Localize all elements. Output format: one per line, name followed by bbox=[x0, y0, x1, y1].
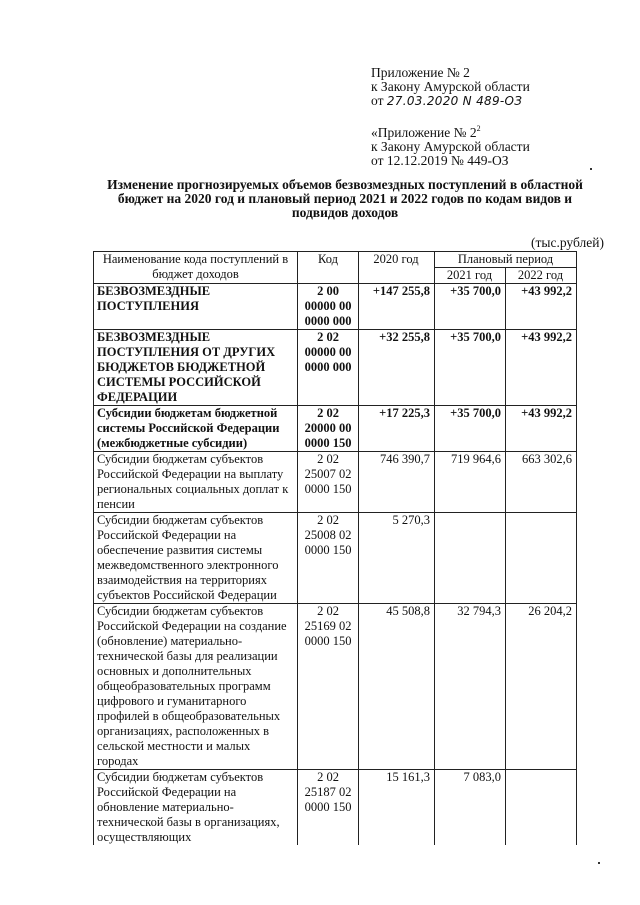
document-title: Изменение прогнозируемых объемов безвозмездных поступлений в областной бюджет на 2020 год и плановый период 2021 и 2022 годов по кодам видов и подвидов доходов bbox=[107, 177, 583, 220]
row-2021: 7 083,0 bbox=[435, 770, 506, 846]
row-2020: 5 270,3 bbox=[359, 513, 435, 604]
row-2022: +43 992,2 bbox=[506, 406, 577, 452]
table-row bbox=[94, 284, 577, 330]
row-name: Субсидии бюджетам субъектов Российской Федерации на обеспечение развития системы межведомственного электронного взаимодействия на территориях субъектов Российской Федерации bbox=[94, 513, 298, 604]
row-name: Субсидии бюджетам субъектов Российской Федерации на создание (обновление) материально-технической базы для реализации основных и дополнительных общеобразовательных программ цифрового и гуманитарного профилей в общеобразовательных организациях, расположенных в сельской местности и малых городах bbox=[94, 604, 298, 770]
header-2020: 2020 год bbox=[359, 252, 435, 284]
law-date-line bbox=[371, 94, 530, 108]
row-2022 bbox=[506, 513, 577, 604]
row-2020: 15 161,3 bbox=[359, 770, 435, 846]
row-2021: +35 700,0 bbox=[435, 284, 506, 330]
units-label: (тыс.рублей) bbox=[531, 235, 604, 250]
row-code: 2 02 20000 00 0000 150 bbox=[298, 406, 359, 452]
table-row bbox=[94, 513, 577, 604]
row-code: 2 02 25008 02 0000 150 bbox=[298, 513, 359, 604]
row-2022: +43 992,2 bbox=[506, 330, 577, 406]
row-2021 bbox=[435, 513, 506, 604]
row-2020: +17 225,3 bbox=[359, 406, 435, 452]
original-appendix-header bbox=[371, 122, 530, 168]
row-name: Субсидии бюджетам субъектов Российской Федерации на выплату региональных социальных доплат к пенсии bbox=[94, 452, 298, 513]
header-2021: 2021 год bbox=[435, 268, 506, 284]
row-code: 2 02 25169 02 0000 150 bbox=[298, 604, 359, 770]
law-date-prefix: от bbox=[371, 93, 387, 108]
scan-speck bbox=[598, 862, 600, 864]
row-name: Субсидии бюджетам субъектов Российской Федерации на обновление материально-технической базы в организациях, осуществляющих bbox=[94, 770, 298, 846]
header-2022: 2022 год bbox=[506, 268, 577, 284]
row-code: 2 00 00000 00 0000 000 bbox=[298, 284, 359, 330]
original-law-reference: к Закону Амурской области bbox=[371, 139, 530, 154]
law-reference: к Закону Амурской области bbox=[371, 79, 530, 94]
table-row bbox=[94, 406, 577, 452]
row-2022: 26 204,2 bbox=[506, 604, 577, 770]
row-2020: +32 255,8 bbox=[359, 330, 435, 406]
row-name: БЕЗВОЗМЕЗДНЫЕ ПОСТУПЛЕНИЯ ОТ ДРУГИХ БЮДЖЕТОВ БЮДЖЕТНОЙ СИСТЕМЫ РОССИЙСКОЙ ФЕДЕРАЦИИ bbox=[94, 330, 298, 406]
original-law-date: от 12.12.2019 № 449-ОЗ bbox=[371, 153, 509, 168]
header-name: Наименование кода поступлений в бюджет доходов bbox=[94, 252, 298, 284]
row-2021: 32 794,3 bbox=[435, 604, 506, 770]
row-code: 2 02 25007 02 0000 150 bbox=[298, 452, 359, 513]
table-row bbox=[94, 452, 577, 513]
row-code: 2 02 25187 02 0000 150 bbox=[298, 770, 359, 846]
appendix-superscript: 2 bbox=[476, 124, 481, 133]
row-2022 bbox=[506, 770, 577, 846]
table-row bbox=[94, 604, 577, 770]
table-row bbox=[94, 770, 577, 846]
table-header-row bbox=[94, 252, 577, 268]
row-name: БЕЗВОЗМЕЗДНЫЕ ПОСТУПЛЕНИЯ bbox=[94, 284, 298, 330]
appendix-header bbox=[371, 66, 530, 108]
row-2020: 45 508,8 bbox=[359, 604, 435, 770]
header-code: Код bbox=[298, 252, 359, 284]
header-plan-period: Плановый период bbox=[435, 252, 577, 268]
table-row bbox=[94, 330, 577, 406]
row-2022: 663 302,6 bbox=[506, 452, 577, 513]
revenue-table bbox=[93, 251, 577, 845]
row-2020: +147 255,8 bbox=[359, 284, 435, 330]
row-code: 2 02 00000 00 0000 000 bbox=[298, 330, 359, 406]
row-2022: +43 992,2 bbox=[506, 284, 577, 330]
scan-speck bbox=[590, 168, 592, 170]
row-2021: 719 964,6 bbox=[435, 452, 506, 513]
appendix-number: Приложение № 2 bbox=[371, 65, 470, 80]
handwritten-date-number: 27.03.2020 N 489-ОЗ bbox=[386, 94, 523, 108]
row-name: Субсидии бюджетам бюджетной системы Российской Федерации (межбюджетные субсидии) bbox=[94, 406, 298, 452]
row-2020: 746 390,7 bbox=[359, 452, 435, 513]
original-appendix-number: «Приложение № $2^2$ bbox=[371, 124, 481, 140]
row-2021: +35 700,0 bbox=[435, 406, 506, 452]
row-2021: +35 700,0 bbox=[435, 330, 506, 406]
